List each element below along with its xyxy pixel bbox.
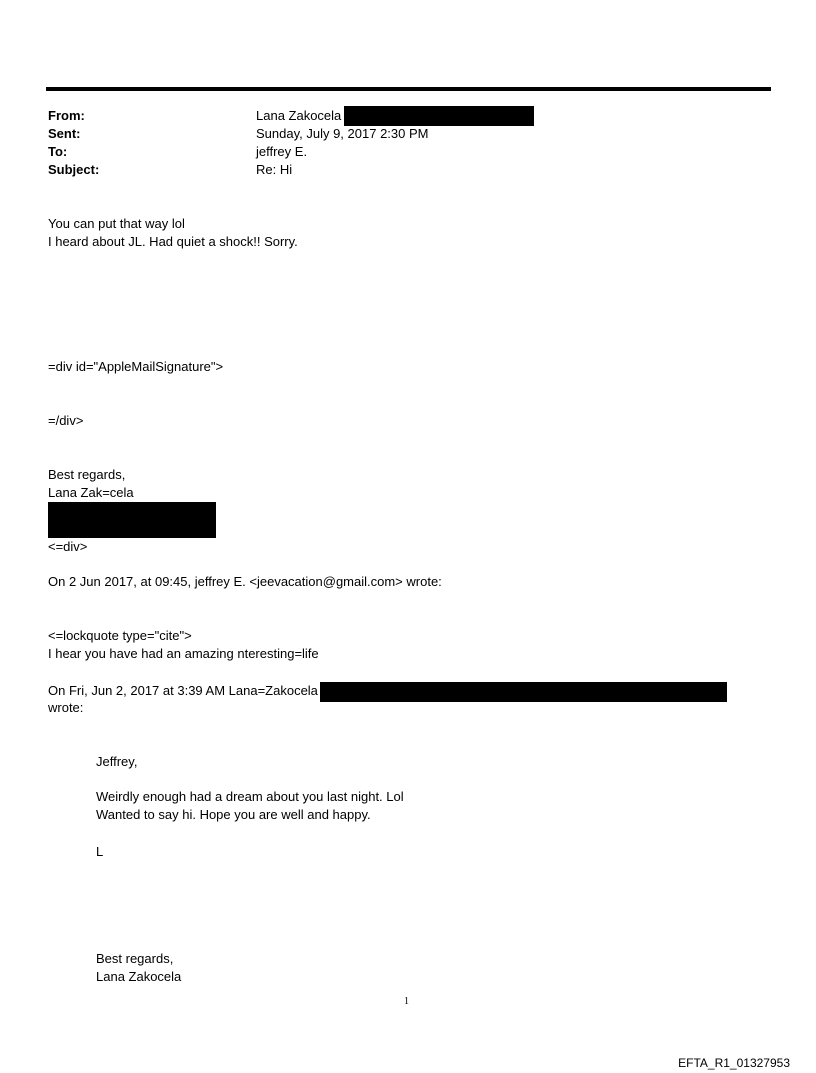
- from-value: Lana Zakocela: [256, 108, 342, 123]
- page-number: 1: [404, 996, 409, 1007]
- quoted-line-1: Weirdly enough had a dream about you last night. Lol: [96, 789, 404, 804]
- quote2-wrote: wrote:: [48, 700, 84, 715]
- signature-name: Lana Zak=cela: [48, 485, 134, 500]
- redaction-signature: [48, 502, 216, 538]
- quoted-line-2: Wanted to say hi. Hope you are well and happy.: [96, 807, 371, 822]
- quote2-intro: On Fri, Jun 2, 2017 at 3:39 AM Lana=Zakocela: [48, 683, 318, 698]
- quoted-regards: Best regards,: [96, 951, 174, 966]
- quote-intro: On 2 Jun 2017, at 09:45, jeffrey E. <jeevacation@gmail.com> wrote:: [48, 574, 442, 589]
- to-value: jeffrey E.: [256, 144, 308, 159]
- quote-line: I hear you have had an amazing nteresting=life: [48, 646, 319, 661]
- subject-value: Re: Hi: [256, 162, 293, 177]
- sent-label: Sent:: [48, 126, 81, 141]
- body-line-1: You can put that way lol: [48, 216, 185, 231]
- subject-label: Subject:: [48, 162, 100, 177]
- blockquote-tag: <=lockquote type="cite">: [48, 628, 192, 643]
- div-tag: <=div>: [48, 539, 88, 554]
- sent-value: Sunday, July 9, 2017 2:30 PM: [256, 126, 429, 141]
- from-label: From:: [48, 108, 85, 123]
- body-line-2: I heard about JL. Had quiet a shock!! Sorry.: [48, 234, 298, 249]
- redaction-from-email: [344, 106, 534, 126]
- quoted-greeting: Jeffrey,: [96, 754, 138, 769]
- bates-number: EFTA_R1_01327953: [678, 1056, 790, 1070]
- redaction-quote-email: [320, 682, 727, 702]
- quoted-name: Lana Zakocela: [96, 969, 182, 984]
- signature-regards: Best regards,: [48, 467, 126, 482]
- to-label: To:: [48, 144, 68, 159]
- signature-close-tag: =/div>: [48, 413, 84, 428]
- signature-open-tag: =div id="AppleMailSignature">: [48, 359, 224, 374]
- header-rule: [46, 87, 771, 91]
- quoted-initial: L: [96, 844, 104, 859]
